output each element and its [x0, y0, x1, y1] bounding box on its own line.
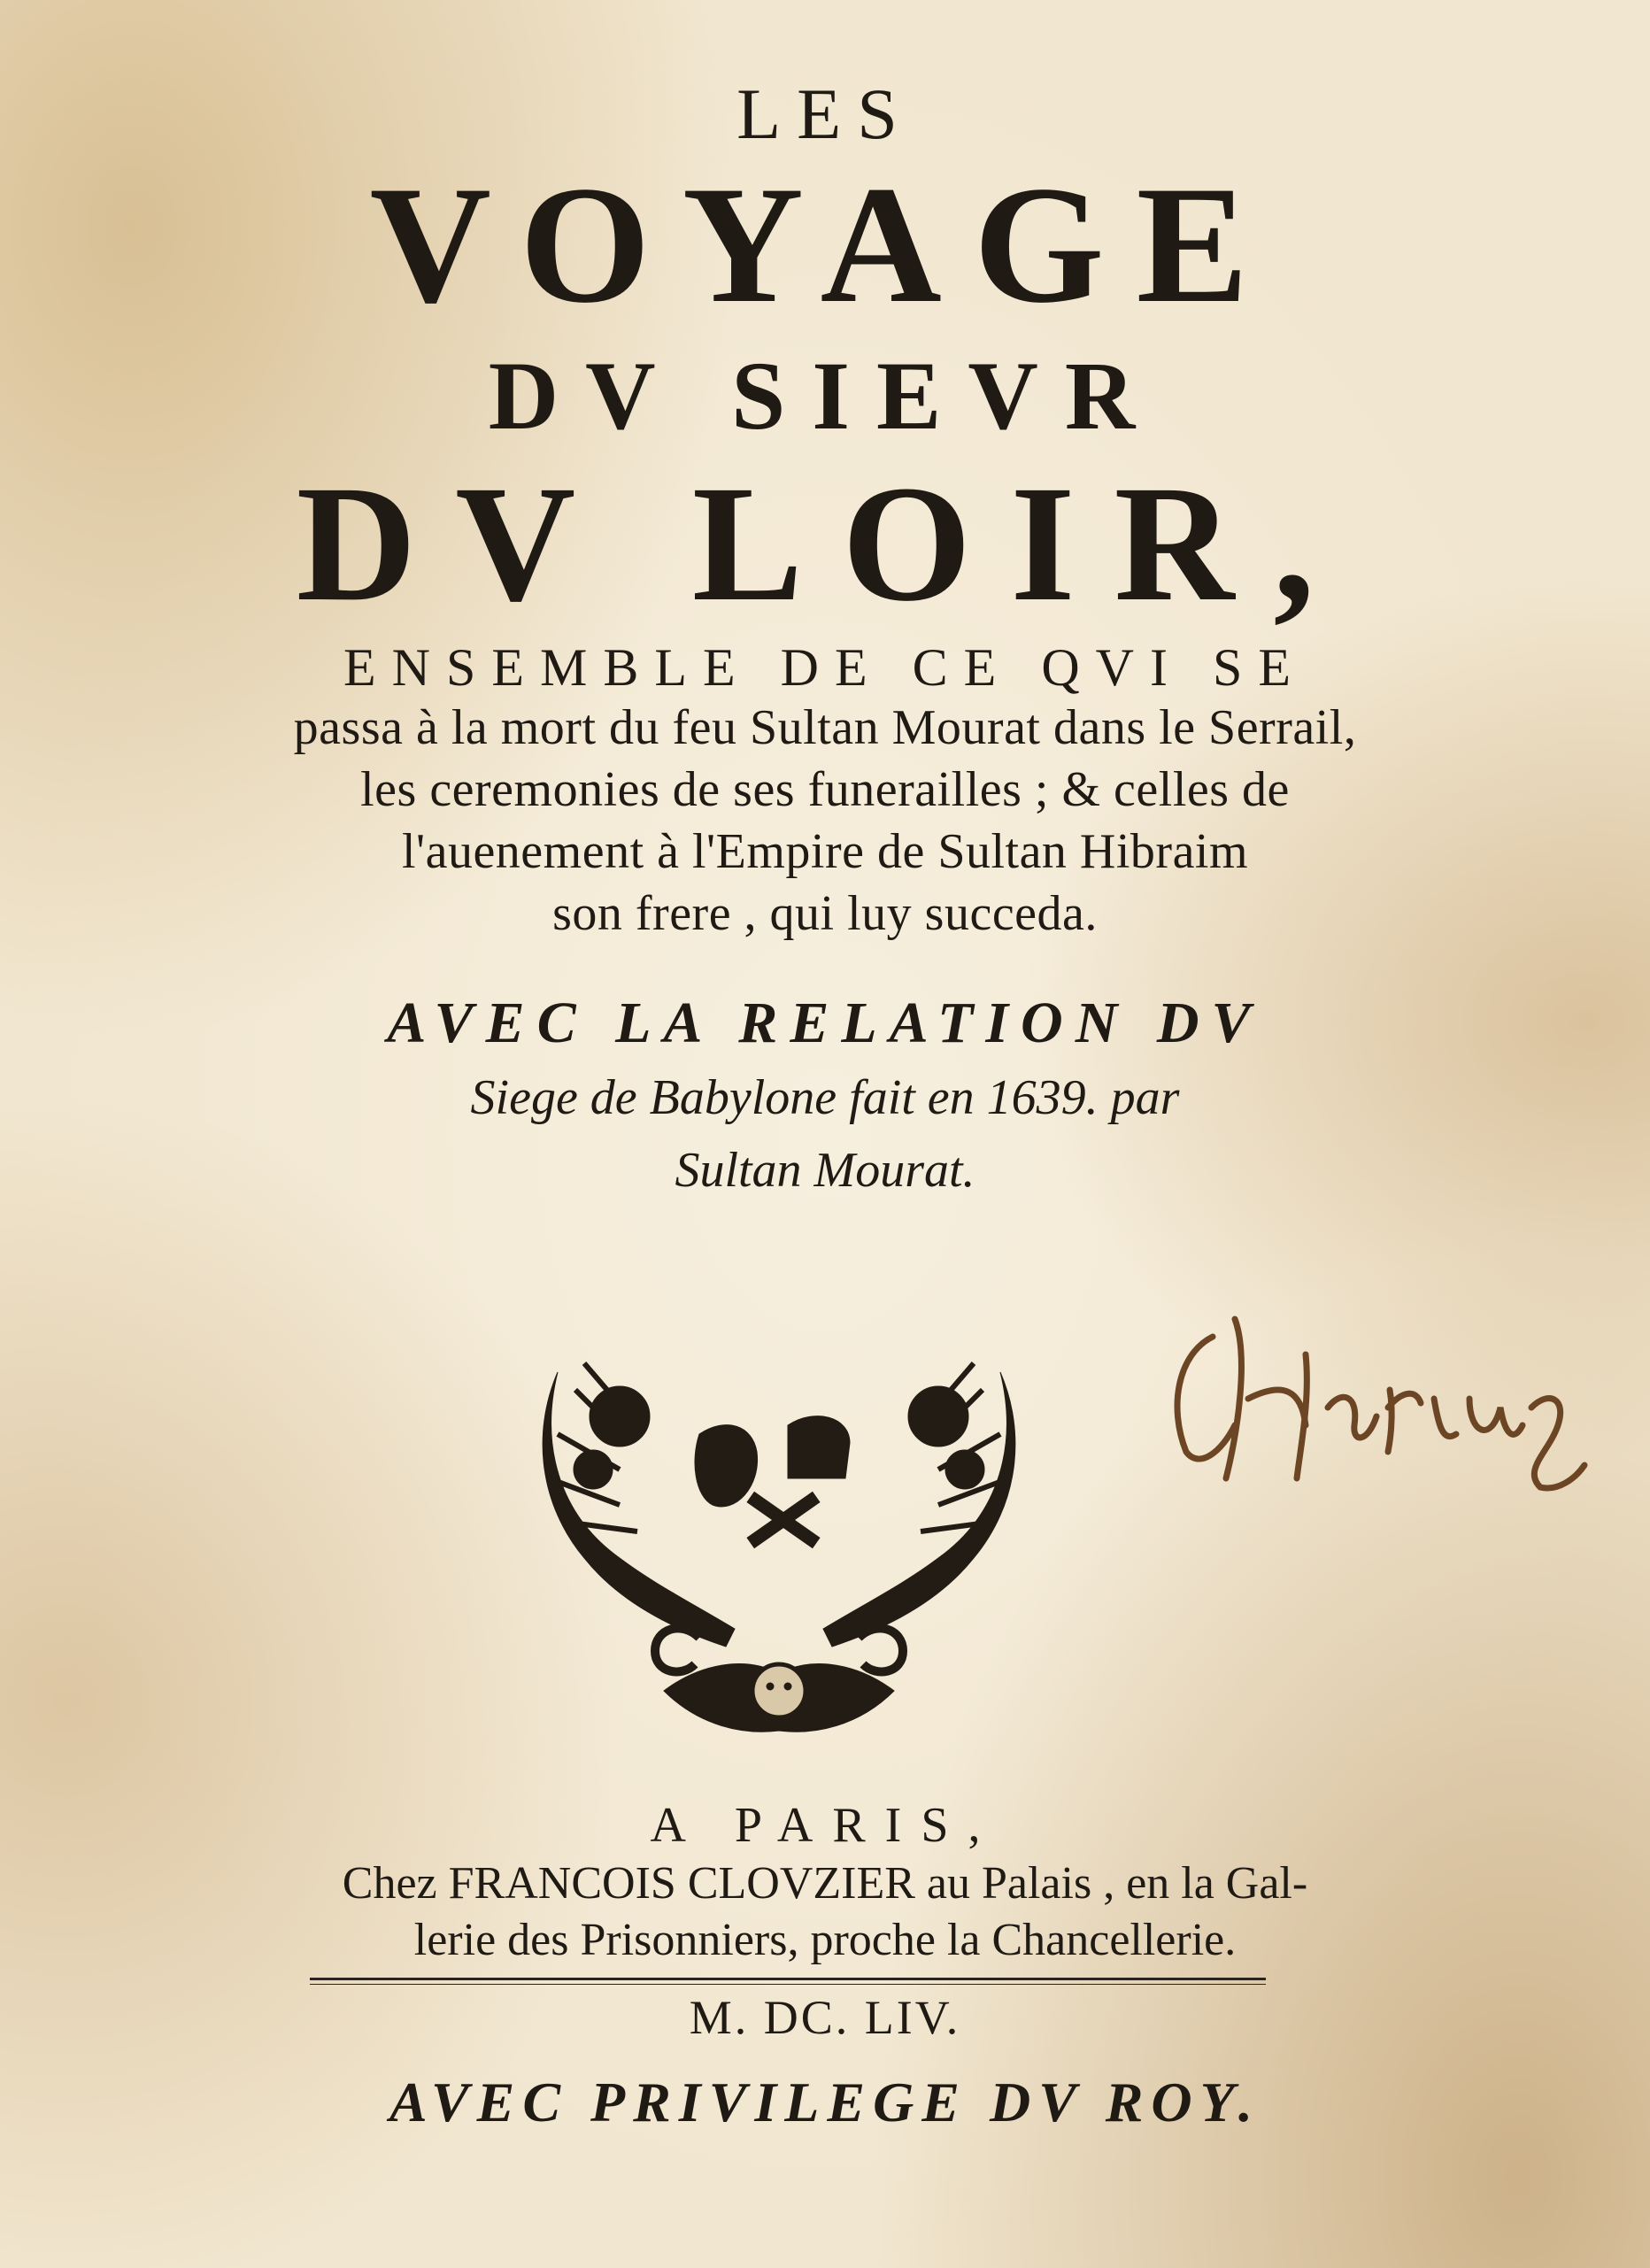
subtitle-line: son frere , qui luy succeda. — [552, 886, 1098, 941]
subtitle-line: passa à la mort du feu Sultan Mourat dans le Serrail, — [293, 700, 1357, 755]
relation-line: Sultan Mourat. — [675, 1143, 975, 1198]
title-voyage: VOYAGE — [369, 152, 1281, 338]
printers-device-woodcut — [522, 1337, 1036, 1744]
subtitle-line: les ceremonies de ses funerailles ; & celles de — [360, 762, 1290, 817]
handwritten-signature — [1151, 1301, 1593, 1496]
subtitle-ensemble: ENSEMBLE DE CE QVI SE — [343, 638, 1307, 697]
relation-line: Siege de Babylone fait en 1639. par — [470, 1070, 1180, 1125]
imprint-rule — [310, 1984, 1266, 1985]
imprint-rule — [310, 1978, 1266, 1980]
title-du-loir: DV LOIR, — [296, 451, 1354, 636]
imprint-city: A PARIS, — [650, 1798, 1000, 1853]
imprint-publisher-line: lerie des Prisonniers, proche la Chancellerie. — [413, 1915, 1237, 1965]
imprint-publisher-line: Chez FRANCOIS CLOVZIER au Palais , en la Gal- — [342, 1858, 1308, 1909]
subtitle-line: l'auenement à l'Empire de Sultan Hibraim — [401, 824, 1249, 879]
privilege-line: AVEC PRIVILEGE DV ROY. — [389, 2071, 1261, 2133]
imprint-date: M. DC. LIV. — [689, 1991, 961, 2044]
relation-heading: AVEC LA RELATION DV — [387, 991, 1263, 1055]
title-les: LES — [736, 73, 914, 154]
title-du-sieur: DV SIEVR — [488, 342, 1162, 450]
